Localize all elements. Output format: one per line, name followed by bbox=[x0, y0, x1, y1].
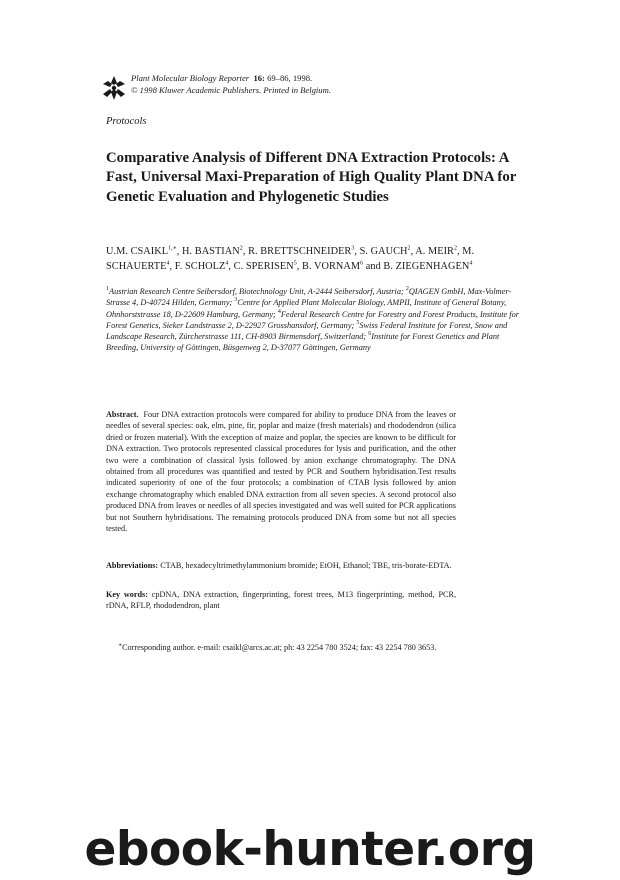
footnote-mark: ∗ bbox=[118, 642, 123, 649]
affiliation-text: Austrian Research Centre Seibersdorf, Biotechnology Unit, A-2444 Seibersdorf, Austria; bbox=[109, 287, 406, 296]
abstract-label: Abstract. bbox=[106, 410, 139, 419]
publisher-logo bbox=[103, 76, 125, 100]
author-name: B. VORNAM bbox=[302, 260, 361, 272]
affiliation-number: 6 bbox=[368, 331, 372, 338]
author-name: R. BRETTSCHNEIDER bbox=[248, 246, 352, 257]
author-separator: , bbox=[176, 246, 183, 257]
author-name: C. SPERISEN bbox=[233, 260, 294, 272]
publisher-line: © 1998 Kluwer Academic Publishers. Printed in Belgium. bbox=[131, 84, 331, 95]
footnote-text: Corresponding author. e-mail: csaikl@arcs.ac.at; ph: 43 2254 780 3524; fax: 43 2254 780 3653. bbox=[122, 643, 437, 652]
author-separator: , bbox=[354, 246, 360, 257]
affiliation-text: Federal Research Centre for Forestry and Forest Products, Institute for Forest Genetics, Sieker Landstrasse 2, D-22927 Grosshansdorf, Germany; bbox=[106, 309, 519, 330]
affiliation-text: Centre for Applied Plant Molecular Biology, AMPII, Institute of General Botany, Ohnhorststrasse 18, D-22609 Hamburg, Germany; bbox=[106, 298, 507, 319]
affiliations bbox=[106, 286, 524, 354]
author-name: U.M. CSAIKL bbox=[106, 246, 169, 257]
author-name: M. SCHAUERTE bbox=[106, 246, 475, 272]
author-name: F. SCHOLZ bbox=[174, 260, 226, 272]
affiliation-number: 2 bbox=[405, 286, 409, 293]
affiliation-number: 5 bbox=[356, 320, 360, 327]
author-separator: , bbox=[169, 260, 175, 272]
author-affiliation-mark: 6 bbox=[360, 260, 364, 267]
abstract bbox=[106, 409, 456, 534]
keywords bbox=[106, 589, 456, 612]
paper-title: Comparative Analysis of Different DNA Extraction Protocols: A Fast, Universal Maxi-Preparation of High Quality Plant DNA for Genetic Evaluation and Phylogenetic Studies bbox=[106, 150, 517, 205]
author-affiliation-mark: 4 bbox=[225, 260, 229, 267]
author-affiliation-mark: 2 bbox=[239, 245, 243, 252]
author-separator: , bbox=[457, 246, 463, 257]
journal-name: Plant Molecular Biology Reporter bbox=[131, 73, 250, 83]
author-affiliation-mark: 1,∗ bbox=[168, 245, 177, 252]
author-affiliation-mark: 2 bbox=[407, 245, 411, 252]
author-name: A. MEIR bbox=[415, 246, 454, 257]
affiliation-number: 3 bbox=[234, 297, 238, 304]
author-separator: , bbox=[410, 246, 416, 257]
affiliation-text: QIAGEN GmbH, Max-Volmer-Strasse 4, D-40724 Hilden, Germany; bbox=[106, 287, 512, 308]
section-label: Protocols bbox=[106, 116, 147, 127]
abbreviations-text: CTAB, hexadecyltrimethylammonium bromide; EtOH, Ethanol; TBE, tris-borate-EDTA. bbox=[160, 561, 452, 570]
abbreviations bbox=[106, 560, 456, 571]
author-affiliation-mark: 5 bbox=[293, 260, 297, 267]
author-affiliation-mark: 4 bbox=[469, 260, 473, 267]
author-separator: and bbox=[363, 260, 384, 272]
author-name: S. GAUCH bbox=[359, 246, 408, 257]
abstract-text: Four DNA extraction protocols were compared for ability to produce DNA from the leaves or needles of several species: oak, elm, pine, fir, poplar and maize (fresh materials) and rhododendron (silica dried or frozen material). With the exception of maize and poplar, the species are known to be difficult for DNA extraction. Two protocols represented classical procedures for lysis and purification, and the other two were a combination of classical lysis followed by anion exchange chromatography. The DNA obtained from all procedures was quantified and tested by PCR and Southern hybridisation.Test results indicated superiority of one of the four protocols; a combination of CTAB lysis followed by anion exchange chromatography which enabled DNA extraction from all seven species. A second protocol also produced DNA from leaves or needles of all species investigated and was well suited for PCR applications but not Southern hybridisations. The remaining protocols produced DNA from some but not all species tested. bbox=[106, 410, 456, 534]
author-separator: , bbox=[296, 260, 303, 272]
keywords-text: cpDNA, DNA extraction, fingerprinting, forest trees, M13 fingerprinting, method, PCR, rDNA, RFLP, rhododendron, plant bbox=[106, 590, 456, 611]
corresponding-author-footnote bbox=[106, 642, 456, 653]
journal-pages: 69–86, 1998. bbox=[267, 73, 313, 83]
affiliation-number: 1 bbox=[106, 286, 109, 293]
watermark: ebook-hunter.org bbox=[84, 822, 536, 877]
author-affiliation-mark: 2 bbox=[453, 245, 458, 252]
author-list bbox=[106, 245, 526, 274]
abbreviations-label: Abbreviations: bbox=[106, 561, 159, 570]
author-separator: , bbox=[228, 260, 234, 272]
author-name: H. BASTIAN bbox=[182, 246, 240, 257]
author-affiliation-mark: 4 bbox=[166, 260, 170, 267]
keywords-label: Key words: bbox=[106, 590, 148, 599]
author-name: B. ZIEGENHAGEN bbox=[383, 260, 470, 272]
author-affiliation-mark: 3 bbox=[351, 245, 355, 252]
affiliation-text: Swiss Federal Institute for Forest, Snow and Landscape Research, Zürcherstrasse 111, CH-8903 Birmensdorf, Switzerland; bbox=[106, 320, 508, 342]
journal-citation bbox=[131, 73, 331, 85]
journal-volume: 16: bbox=[253, 73, 265, 83]
affiliation-number: 4 bbox=[277, 308, 281, 315]
journal-header bbox=[131, 73, 331, 96]
affiliation-text: Institute for Forest Genetics and Plant Breeding, University of Göttingen, Büsgenweg 2, D-37077 Göttingen, Germany bbox=[106, 332, 500, 353]
author-separator: , bbox=[242, 246, 249, 257]
